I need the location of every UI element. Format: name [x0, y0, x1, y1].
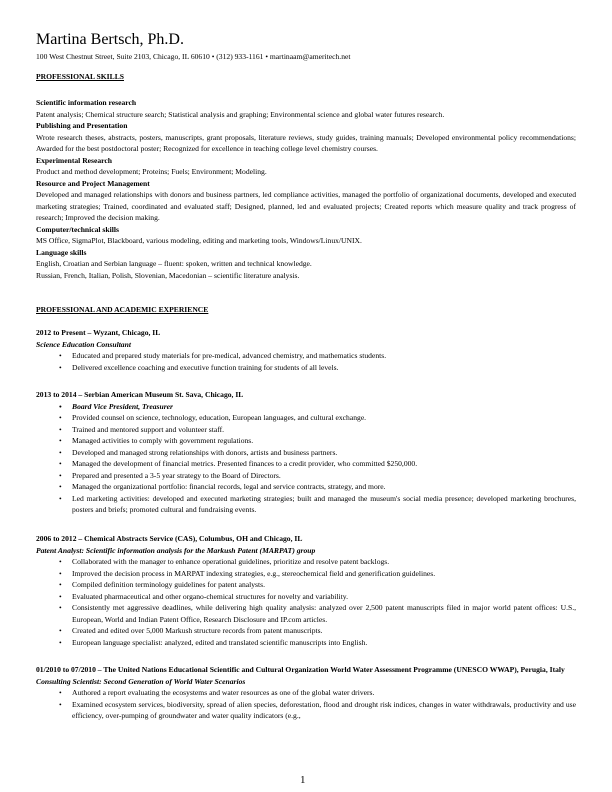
bullet-item: • Consistently met aggressive deadlines, while delivering high quality analysis: analyzed over 2,500 patent manuscripts filed in major world patent offices: U.S., European, World and Indian Patent Office, Research Disclosure and IP.com articles. [36, 602, 576, 625]
skill-group-title: Publishing and Presentation [36, 121, 128, 130]
bullet-item: • Examined ecosystem services, biodiversity, spread of alien species, deforestation, flood and drought risk indices, changes in water withdrawals, productivity and use efficiency, over-pumping of groundwater and water quality indicators (e.g., [36, 699, 576, 722]
bullet-item: • Compiled definition terminology guidelines for patent analysts. [36, 579, 576, 591]
skill-group-title: Language skills [36, 247, 87, 257]
job-role: • Board Vice President, Treasurer [36, 401, 576, 413]
skill-group-title: Experimental Research [36, 155, 112, 165]
job-title: 2013 to 2014 – Serbian American Museum St. Sava, Chicago, IL [36, 390, 244, 399]
bullet-item: • Prepared and presented a 3-5 year strategy to the Board of Directors. [36, 470, 576, 482]
bullet-list [36, 412, 576, 516]
bullet-item: • Provided counsel on science, technology, education, European languages, and cultural exchange. [36, 412, 576, 424]
skill-group-title: Scientific information research [36, 98, 137, 107]
bullet-item: • Developed and managed strong relationships with donors, artists and business partners. [36, 447, 576, 459]
bullet-item: • Collaborated with the manager to enhance operational guidelines, prioritize and resolve patent backlogs. [36, 556, 576, 568]
job-title: 2012 to Present – Wyzant, Chicago, IL [36, 328, 161, 337]
job-entry [36, 327, 576, 373]
role-list [36, 401, 576, 413]
skills-block [36, 97, 576, 281]
skill-group-text: Patent analysis; Chemical structure search; Statistical analysis and graphing; Environmental science and global water futures research. [36, 109, 445, 119]
bullet-item: • Delivered excellence coaching and executive function training for students of all levels. [36, 362, 576, 374]
bullet-list [36, 687, 576, 722]
skill-group-title: Computer/technical skills [36, 224, 119, 234]
bullet-list [36, 556, 576, 648]
job-role: Consulting Scientist: Second Generation of World Water Scenarios [36, 676, 246, 686]
job-role: Science Education Consultant [36, 339, 131, 349]
page-number: 1 [300, 774, 306, 786]
job-entry [36, 389, 576, 516]
section-heading-experience: PROFESSIONAL AND ACADEMIC EXPERIENCE [36, 305, 209, 314]
skill-group-title: Resource and Project Management [36, 178, 150, 188]
bullet-item: • Managed activities to comply with government regulations. [36, 435, 576, 447]
bullet-item: • Created and edited over 5,000 Markush structure records from patent manuscripts. [36, 625, 576, 637]
contact-line: 100 West Chestnut Street, Suite 2103, Chicago, IL 60610 • (312) 933-1161 • martinaam@ameritech.net [36, 52, 351, 61]
skill-group-text: Russian, French, Italian, Polish, Slovenian, Macedonian – scientific literature analysis. [36, 270, 300, 280]
skill-group-text: MS Office, SigmaPlot, Blackboard, various modeling, editing and marketing tools, Windows/Linux/UNIX. [36, 236, 362, 245]
job-entry [36, 664, 576, 722]
bullet-item: • Educated and prepared study materials for pre-medical, advanced chemistry, and mathematics students. [36, 350, 576, 362]
bullet-item: • Led marketing activities: developed and executed marketing strategies; built and managed the museum's social media presence; developed marketing brochures, posters and briefs; promoted cultural and fundraising events. [36, 493, 576, 516]
skill-group-text: Developed and managed relationships with donors and business partners, led compliance activities, managed the portfolio of organizational documents, developed and executed marketing strategies; Trained, coordinated and evaluated staff; Designed, planned, led and evaluated projects; Created reports which measure quality and track progress of research; Improved the decision making. [36, 190, 576, 222]
bullet-item: • European language specialist: analyzed, edited and translated scientific manuscripts into English. [36, 637, 576, 649]
resume-name: Martina Bertsch, Ph.D. [36, 31, 184, 48]
job-role: Patent Analyst: Scientific information analysis for the Markush Patent (MARPAT) group [36, 545, 316, 555]
section-heading-skills: PROFESSIONAL SKILLS [36, 72, 124, 81]
bullet-item: • Evaluated pharmaceutical and other organo-chemical structures for novelty and variability. [36, 591, 576, 603]
job-entry [36, 533, 576, 648]
skill-group-text: English, Croatian and Serbian language – fluent: spoken, written and technical knowledge. [36, 259, 312, 268]
skill-group-text: Product and method development; Proteins; Fuels; Environment; Modeling. [36, 167, 267, 176]
bullet-list [36, 350, 576, 373]
job-title: 01/2010 to 07/2010 – The United Nations Educational Scientific and Cultural Organization World Water Assessment Programme (UNESCO WWAP), Perugia, Italy [36, 665, 565, 674]
job-title: 2006 to 2012 – Chemical Abstracts Service (CAS), Columbus, OH and Chicago, IL [36, 534, 303, 543]
bullet-item: • Authored a report evaluating the ecosystems and water resources as one of the global water drivers. [36, 687, 576, 699]
bullet-item: • Managed the organizational portfolio: financial records, legal and service contracts, strategy, and more. [36, 481, 576, 493]
bullet-item: • Improved the decision process in MARPAT indexing strategies, e.g., stereochemical field and generification guidelines. [36, 568, 576, 580]
bullet-item: • Managed the development of financial metrics. Presented finances to a credit provider, who committed $250,000. [36, 458, 576, 470]
bullet-item: • Trained and mentored support and volunteer staff. [36, 424, 576, 436]
skill-group-text: Wrote research theses, abstracts, posters, manuscripts, grant proposals, literature reviews, study guides, training manuals; Developed environmental policy recommendations; Awarded for the best postdoctoral poster; Recognized for excellence in teaching college level chemistry courses. [36, 132, 576, 153]
